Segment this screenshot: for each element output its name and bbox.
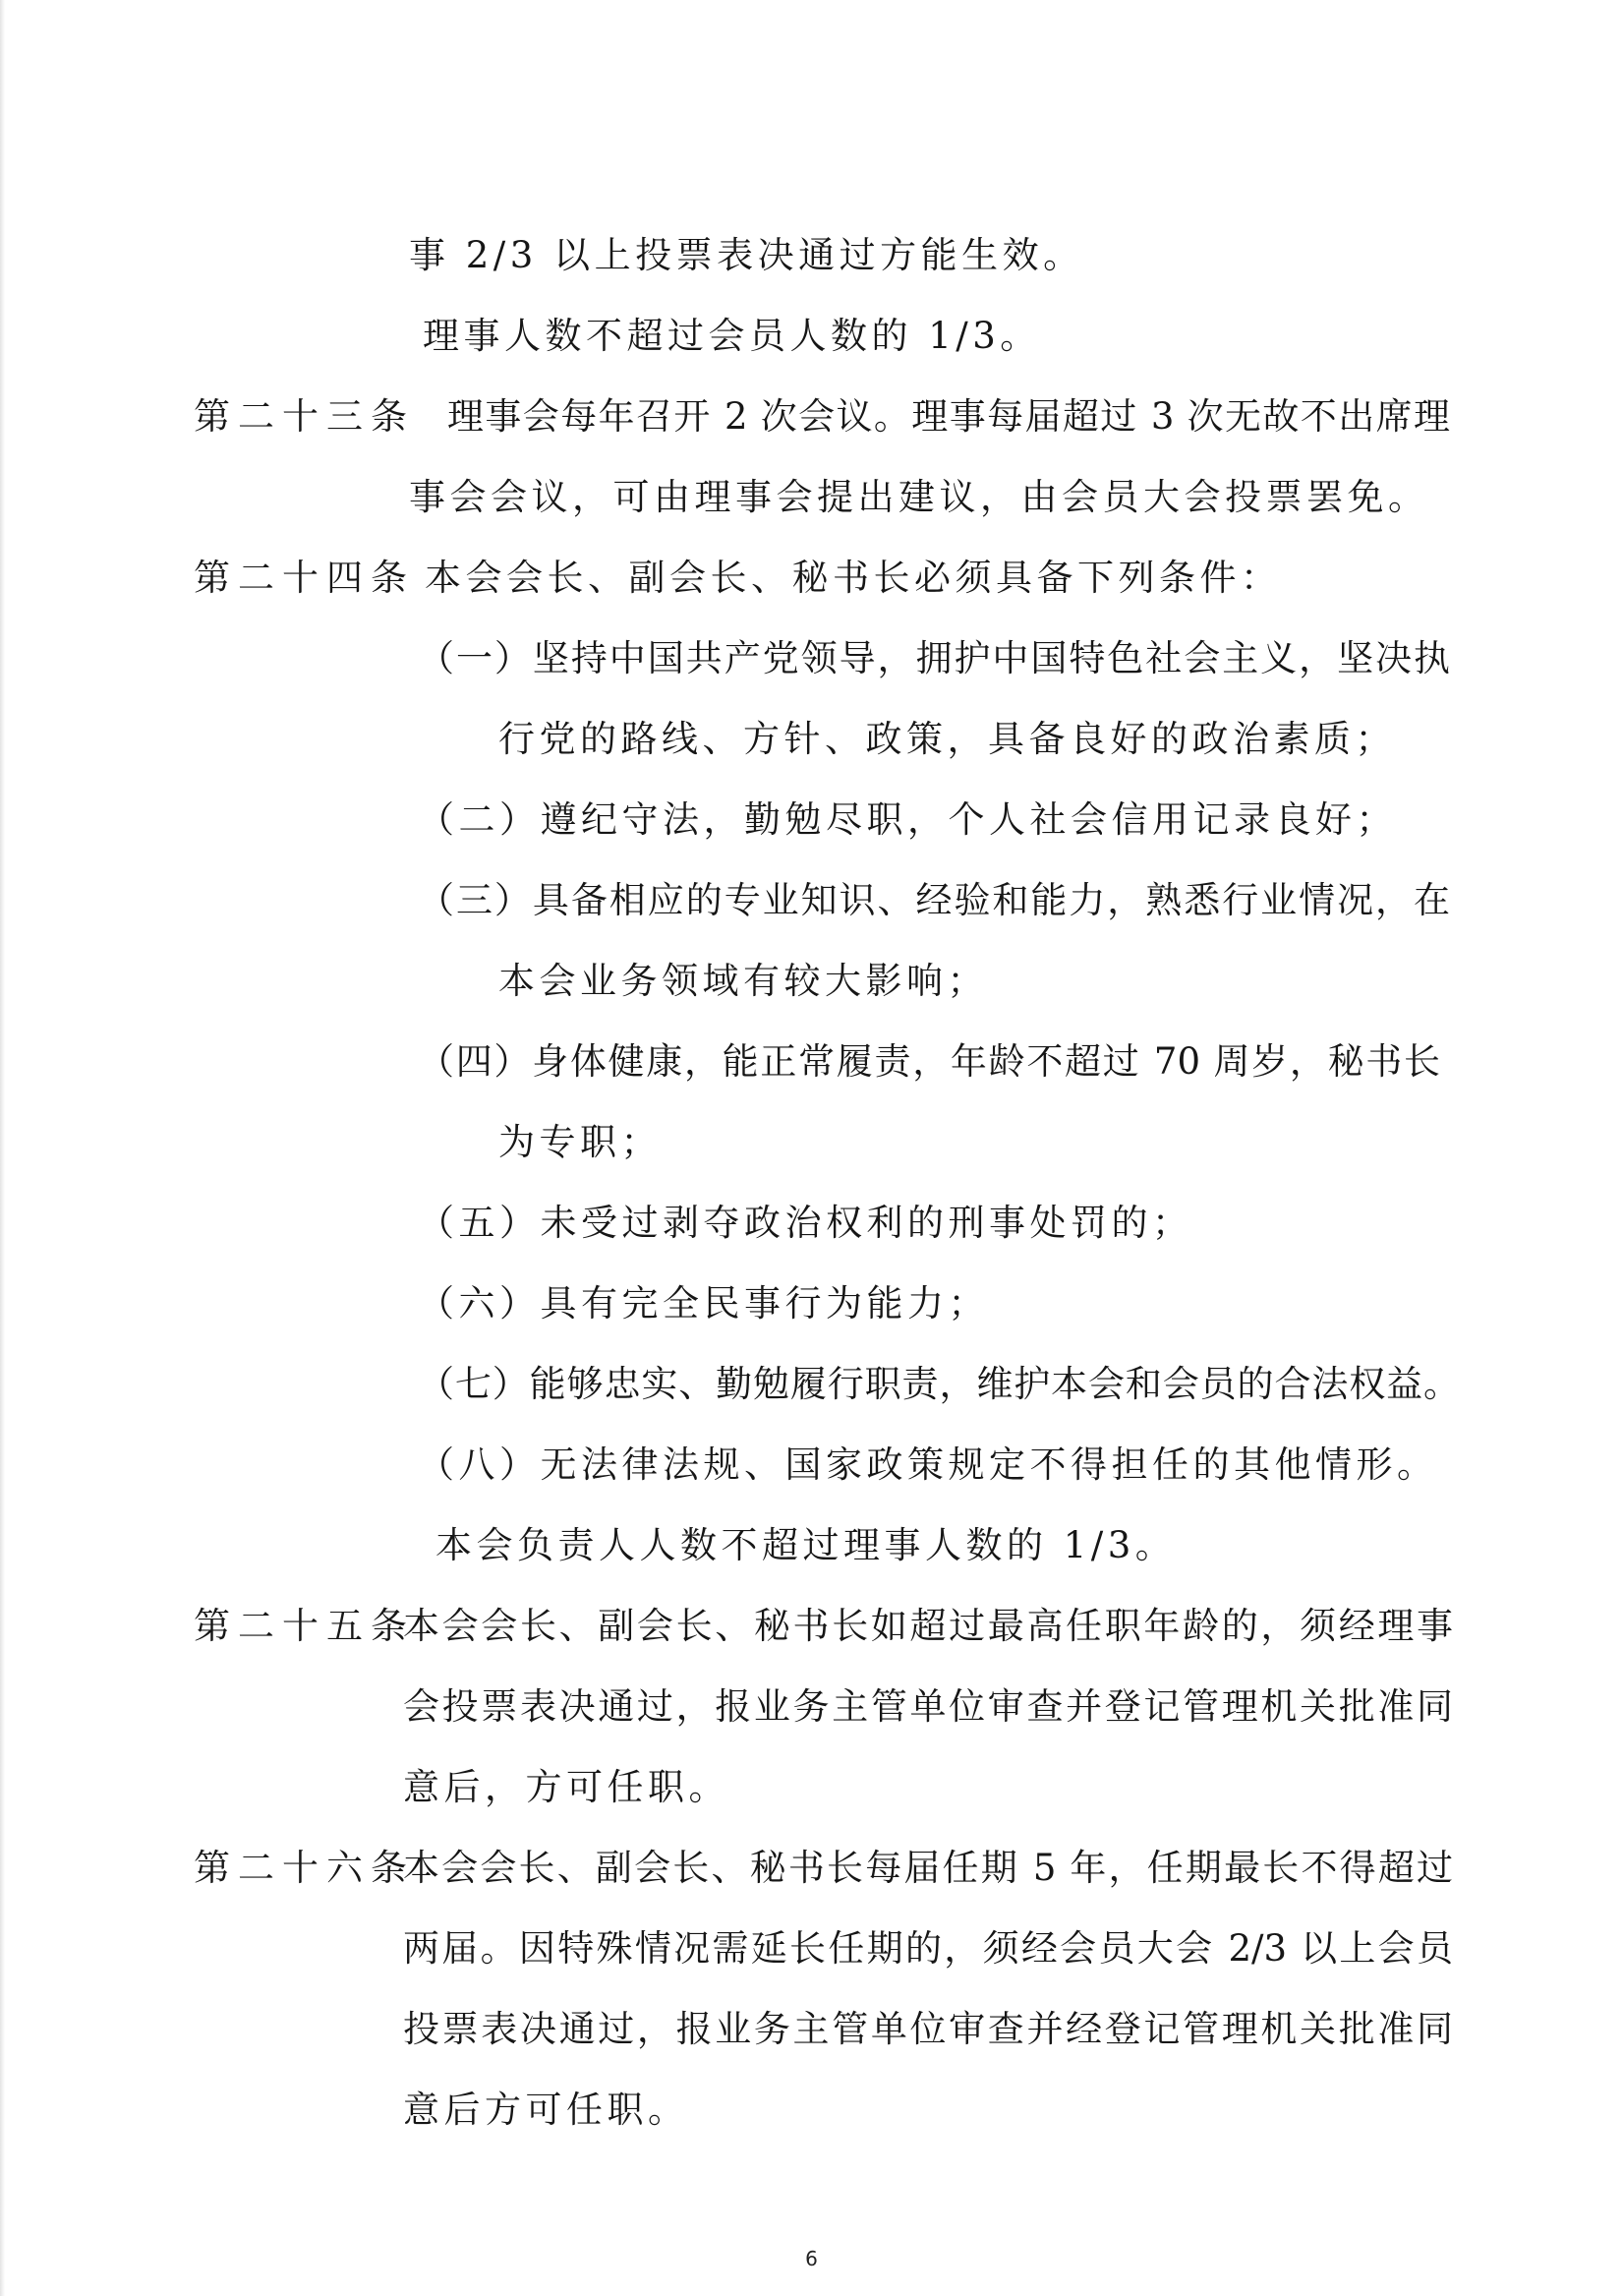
- text-line: 会投票表决通过，报业务主管单位审查并登记管理机关批准同: [403, 1685, 1453, 1728]
- list-item: （八）无法律法规、国家政策规定不得担任的其他情形。: [418, 1443, 1438, 1486]
- text-line: 本会会长、副会长、秘书长必须具备下列条件：: [425, 557, 1282, 599]
- page-number: 6: [805, 2247, 818, 2270]
- scan-edge-shadow: [0, 0, 5, 2296]
- list-item: （六）具有完全民事行为能力；: [418, 1282, 989, 1325]
- text-line: 意后，方可任职。: [403, 1766, 729, 1808]
- text-line: 事 2/3 以上投票表决通过方能生效。: [409, 234, 1084, 276]
- list-item: （七）能够忠实、勤勉履行职责，维护本会和会员的合法权益。: [418, 1363, 1460, 1405]
- text-line: 本会负责人人数不超过理事人数的 1/3。: [435, 1524, 1177, 1566]
- text-line: 本会会长、副会长、秘书长每届任期 5 年，任期最长不得超过: [403, 1847, 1453, 1889]
- list-item: （三）具备相应的专业知识、经验和能力，熟悉行业情况，在: [418, 879, 1450, 921]
- text-line: 理事会每年召开 2 次会议。理事每届超过 3 次无故不出席理: [447, 395, 1450, 438]
- article-heading: 第二十三条: [194, 395, 415, 438]
- text-line: 两届。因特殊情况需延长任期的，须经会员大会 2/3 以上会员: [403, 1927, 1453, 1970]
- list-item: （一）坚持中国共产党领导，拥护中国特色社会主义，坚决执: [418, 637, 1450, 679]
- text-line: 本会业务领域有较大影响；: [498, 960, 988, 1002]
- text-line: 本会会长、副会长、秘书长如超过最高任职年龄的，须经理事: [403, 1605, 1453, 1647]
- list-item: （二）遵纪守法，勤勉尽职，个人社会信用记录良好；: [418, 798, 1397, 841]
- text-line: 意后方可任职。: [403, 2089, 689, 2131]
- article-heading: 第二十四条: [194, 557, 415, 599]
- text-line: 投票表决通过，报业务主管单位审查并经登记管理机关批准同: [403, 2008, 1453, 2050]
- text-line: 行党的路线、方针、政策，具备良好的政治素质；: [498, 718, 1396, 760]
- text-line: 事会会议，可由理事会提出建议，由会员大会投票罢免。: [409, 476, 1429, 518]
- text-line: 为专职；: [498, 1121, 662, 1163]
- list-item: （四）身体健康，能正常履责，年龄不超过 70 周岁，秘书长: [418, 1040, 1440, 1083]
- text-line: 理事人数不超过会员人数的 1/3。: [423, 315, 1041, 357]
- list-item: （五）未受过剥夺政治权利的刑事处罚的；: [418, 1202, 1193, 1244]
- article-heading: 第二十五条: [194, 1605, 415, 1647]
- article-heading: 第二十六条: [194, 1847, 415, 1889]
